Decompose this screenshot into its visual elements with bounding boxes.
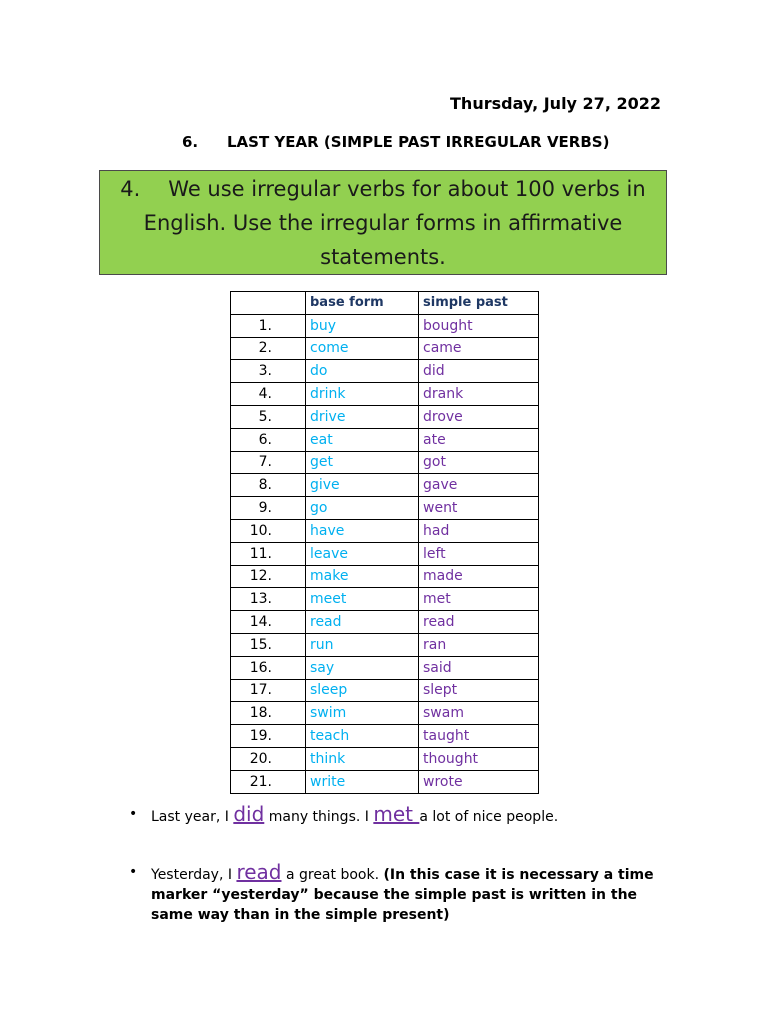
example-1-part-2: many things. I bbox=[264, 809, 374, 825]
table-row bbox=[231, 725, 539, 748]
table-row bbox=[231, 565, 539, 588]
table-row bbox=[231, 611, 539, 634]
base-form-cell: leave bbox=[306, 542, 419, 565]
row-number: 13. bbox=[231, 588, 306, 611]
example-1-verb-did: did bbox=[233, 802, 265, 826]
row-number: 17. bbox=[231, 679, 306, 702]
base-form-cell: do bbox=[306, 360, 419, 383]
row-number: 10. bbox=[231, 519, 306, 542]
row-number: 7. bbox=[231, 451, 306, 474]
example-2-text bbox=[151, 862, 671, 925]
base-form-cell: sleep bbox=[306, 679, 419, 702]
simple-past-cell: went bbox=[419, 497, 539, 520]
simple-past-cell: met bbox=[419, 588, 539, 611]
table-row bbox=[231, 656, 539, 679]
row-number: 9. bbox=[231, 497, 306, 520]
simple-past-cell: came bbox=[419, 337, 539, 360]
table-row bbox=[231, 383, 539, 406]
base-form-cell: get bbox=[306, 451, 419, 474]
row-number: 5. bbox=[231, 405, 306, 428]
row-number: 19. bbox=[231, 725, 306, 748]
simple-past-cell: bought bbox=[419, 314, 539, 337]
bullet-icon: • bbox=[129, 806, 138, 822]
row-number: 4. bbox=[231, 383, 306, 406]
example-1-text bbox=[151, 804, 558, 827]
document-date: Thursday, July 27, 2022 bbox=[450, 94, 661, 113]
base-form-cell: say bbox=[306, 656, 419, 679]
table-row bbox=[231, 633, 539, 656]
table-body bbox=[231, 314, 539, 793]
simple-past-cell: got bbox=[419, 451, 539, 474]
table-row bbox=[231, 451, 539, 474]
simple-past-cell: wrote bbox=[419, 770, 539, 793]
table-row bbox=[231, 747, 539, 770]
table-row bbox=[231, 497, 539, 520]
row-number: 16. bbox=[231, 656, 306, 679]
base-form-cell: make bbox=[306, 565, 419, 588]
example-2-note: (In this case it is necessary a time marker “yesterday” because the simple past is written in the same way than in the simple present) bbox=[151, 867, 654, 923]
header-base-form: base form bbox=[306, 292, 419, 315]
row-number: 20. bbox=[231, 747, 306, 770]
table-row bbox=[231, 702, 539, 725]
bullet-icon: • bbox=[129, 864, 138, 880]
simple-past-cell: drank bbox=[419, 383, 539, 406]
row-number: 18. bbox=[231, 702, 306, 725]
base-form-cell: think bbox=[306, 747, 419, 770]
table-row bbox=[231, 474, 539, 497]
example-2-part-2: a great book. bbox=[281, 867, 384, 883]
table-row bbox=[231, 519, 539, 542]
example-1-part-3: a lot of nice people. bbox=[419, 809, 559, 825]
base-form-cell: come bbox=[306, 337, 419, 360]
simple-past-cell: ran bbox=[419, 633, 539, 656]
base-form-cell: give bbox=[306, 474, 419, 497]
row-number: 1. bbox=[231, 314, 306, 337]
irregular-verbs-table bbox=[230, 291, 539, 794]
table-row bbox=[231, 405, 539, 428]
base-form-cell: meet bbox=[306, 588, 419, 611]
rule-note-line-1-text: We use irregular verbs for about 100 verbs in bbox=[168, 177, 646, 201]
example-1-part-1: Last year, I bbox=[151, 809, 234, 825]
section-heading bbox=[182, 133, 609, 151]
rule-note-line-1 bbox=[100, 172, 666, 206]
row-number: 12. bbox=[231, 565, 306, 588]
row-number: 2. bbox=[231, 337, 306, 360]
rule-note-line-2: English. Use the irregular forms in affirmative bbox=[143, 211, 623, 235]
rule-note-box bbox=[99, 170, 667, 275]
table-row bbox=[231, 360, 539, 383]
example-2-verb-read: read bbox=[236, 860, 282, 884]
simple-past-cell: left bbox=[419, 542, 539, 565]
base-form-cell: swim bbox=[306, 702, 419, 725]
base-form-cell: run bbox=[306, 633, 419, 656]
header-number bbox=[231, 292, 306, 315]
table-row bbox=[231, 770, 539, 793]
simple-past-cell: drove bbox=[419, 405, 539, 428]
row-number: 11. bbox=[231, 542, 306, 565]
row-number: 15. bbox=[231, 633, 306, 656]
simple-past-cell: had bbox=[419, 519, 539, 542]
row-number: 6. bbox=[231, 428, 306, 451]
base-form-cell: teach bbox=[306, 725, 419, 748]
table-row bbox=[231, 542, 539, 565]
table-header-row bbox=[231, 292, 539, 315]
example-2-part-1: Yesterday, I bbox=[151, 867, 237, 883]
table-row bbox=[231, 679, 539, 702]
simple-past-cell: did bbox=[419, 360, 539, 383]
simple-past-cell: said bbox=[419, 656, 539, 679]
table-row bbox=[231, 337, 539, 360]
example-1-verb-met: met bbox=[373, 802, 420, 826]
row-number: 14. bbox=[231, 611, 306, 634]
base-form-cell: go bbox=[306, 497, 419, 520]
table-row bbox=[231, 588, 539, 611]
base-form-cell: have bbox=[306, 519, 419, 542]
simple-past-cell: taught bbox=[419, 725, 539, 748]
simple-past-cell: slept bbox=[419, 679, 539, 702]
table-row bbox=[231, 314, 539, 337]
base-form-cell: eat bbox=[306, 428, 419, 451]
row-number: 21. bbox=[231, 770, 306, 793]
rule-note-number: 4. bbox=[120, 177, 141, 201]
simple-past-cell: made bbox=[419, 565, 539, 588]
base-form-cell: drive bbox=[306, 405, 419, 428]
table-row bbox=[231, 428, 539, 451]
header-simple-past: simple past bbox=[419, 292, 539, 315]
simple-past-cell: thought bbox=[419, 747, 539, 770]
rule-note-line-3: statements. bbox=[320, 245, 446, 269]
simple-past-cell: gave bbox=[419, 474, 539, 497]
section-number: 6. bbox=[182, 133, 199, 151]
section-title: LAST YEAR (SIMPLE PAST IRREGULAR VERBS) bbox=[227, 133, 610, 151]
base-form-cell: drink bbox=[306, 383, 419, 406]
simple-past-cell: swam bbox=[419, 702, 539, 725]
simple-past-cell: read bbox=[419, 611, 539, 634]
simple-past-cell: ate bbox=[419, 428, 539, 451]
base-form-cell: read bbox=[306, 611, 419, 634]
row-number: 8. bbox=[231, 474, 306, 497]
base-form-cell: write bbox=[306, 770, 419, 793]
base-form-cell: buy bbox=[306, 314, 419, 337]
row-number: 3. bbox=[231, 360, 306, 383]
